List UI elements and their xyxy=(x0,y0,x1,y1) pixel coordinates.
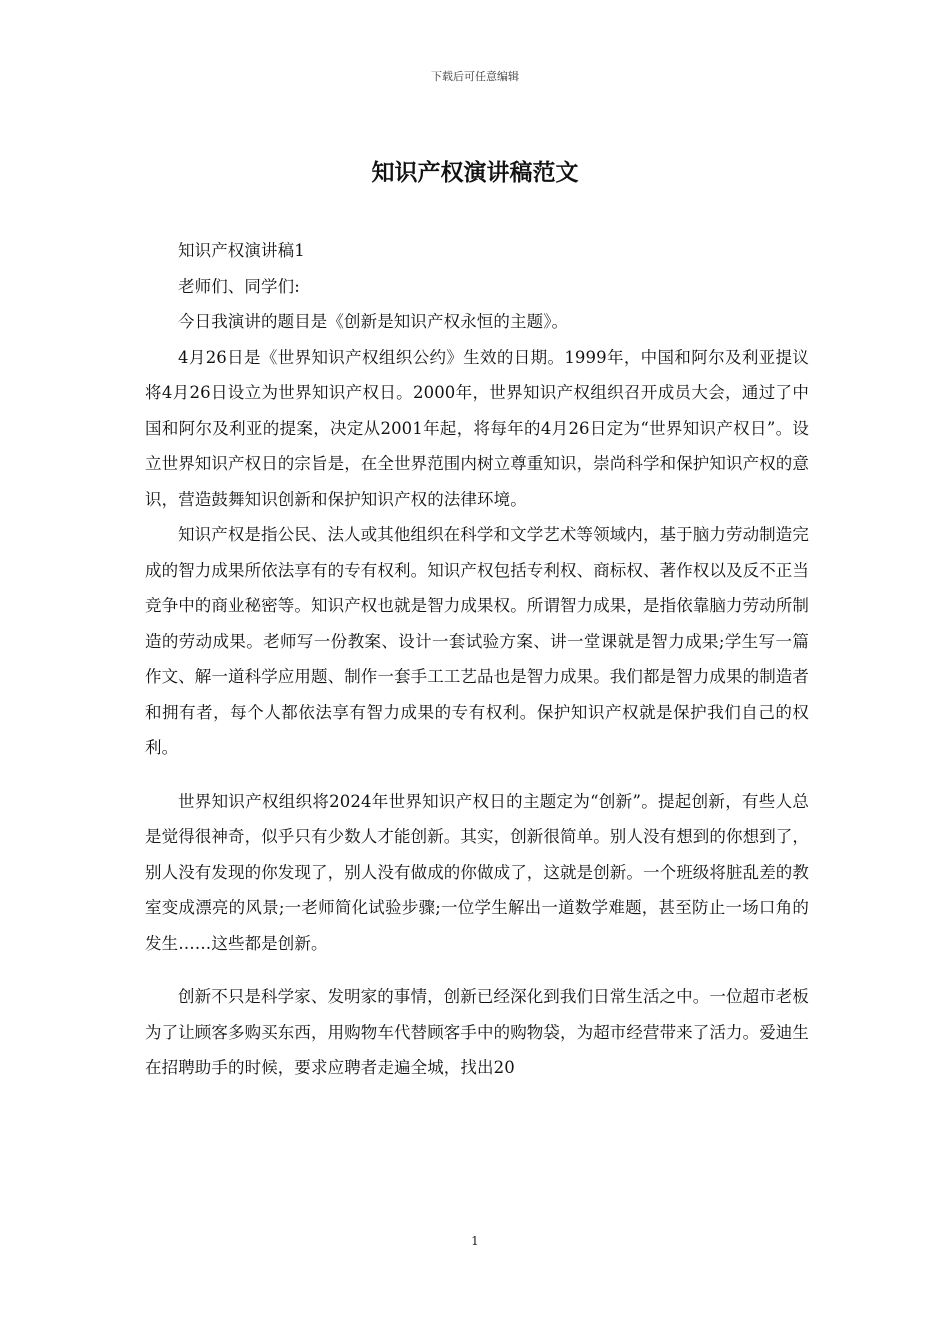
ip-day-paragraph: 4月26日是《世界知识产权组织公约》生效的日期。1999年，中国和阿尔及利亚提议将4月26日设立为世界知识产权日。2000年，世界知识产权组织召开成员大会，通过了中国和阿尔及利亚的提案，决定从2001年起，将每年的4月26日定为“世界知识产权日”。设立世界知识产权日的宗旨是，在全世界范围内树立尊重知识，崇尚科学和保护知识产权的意识，营造鼓舞知识创新和保护知识产权的法律环境。 xyxy=(145,347,809,509)
daily-innovation-paragraph: 创新不只是科学家、发明家的事情，创新已经深化到我们日常生活之中。一位超市老板为了让顾客多购买东西，用购物车代替顾客手中的购物袋，为超市经营带来了活力。爱迪生在招聘助手的时候，要求应聘者走遍全城，找出20 xyxy=(145,987,809,1077)
ip-definition-paragraph: 知识产权是指公民、法人或其他组织在科学和文学艺术等领域内，基于脑力劳动制造完成的智力成果所依法享有的专有权利。知识产权包括专利权、商标权、著作权以及反不正当竞争中的商业秘密等。知识产权也就是智力成果权。所谓智力成果，是指依靠脑力劳动所制造的劳动成果。老师写一份教案、设计一套试验方案、讲一堂课就是智力成果;学生写一篇作文、解一道科学应用题、制作一套手工工艺品也是智力成果。我们都是智力成果的制造者和拥有者，每个人都依法享有智力成果的专有权利。保护知识产权就是保护我们自己的权利。 xyxy=(145,525,809,757)
document-title: 知识产权演讲稿范文 xyxy=(371,159,579,186)
header-note: 下载后可任意编辑 xyxy=(431,70,519,83)
salutation: 老师们、同学们: xyxy=(178,276,300,296)
page-number: 1 xyxy=(471,1234,479,1248)
document-body xyxy=(145,233,809,1086)
innovation-theme-paragraph: 世界知识产权组织将2024年世界知识产权日的主题定为“创新”。提起创新，有些人总是觉得很神奇，似乎只有少数人才能创新。其实，创新很简单。别人没有想到的你想到了，别人没有发现的你发现了，别人没有做成的你做成了，这就是创新。一个班级将脏乱差的教室变成漂亮的风景;一老师简化试验步骤;一位学生解出一道数学难题，甚至防止一场口角的发生……这些都是创新。 xyxy=(145,791,809,953)
topic-intro-paragraph: 今日我演讲的题目是《创新是知识产权永恒的主题》。 xyxy=(178,312,569,331)
speech-subtitle: 知识产权演讲稿1 xyxy=(178,241,305,260)
